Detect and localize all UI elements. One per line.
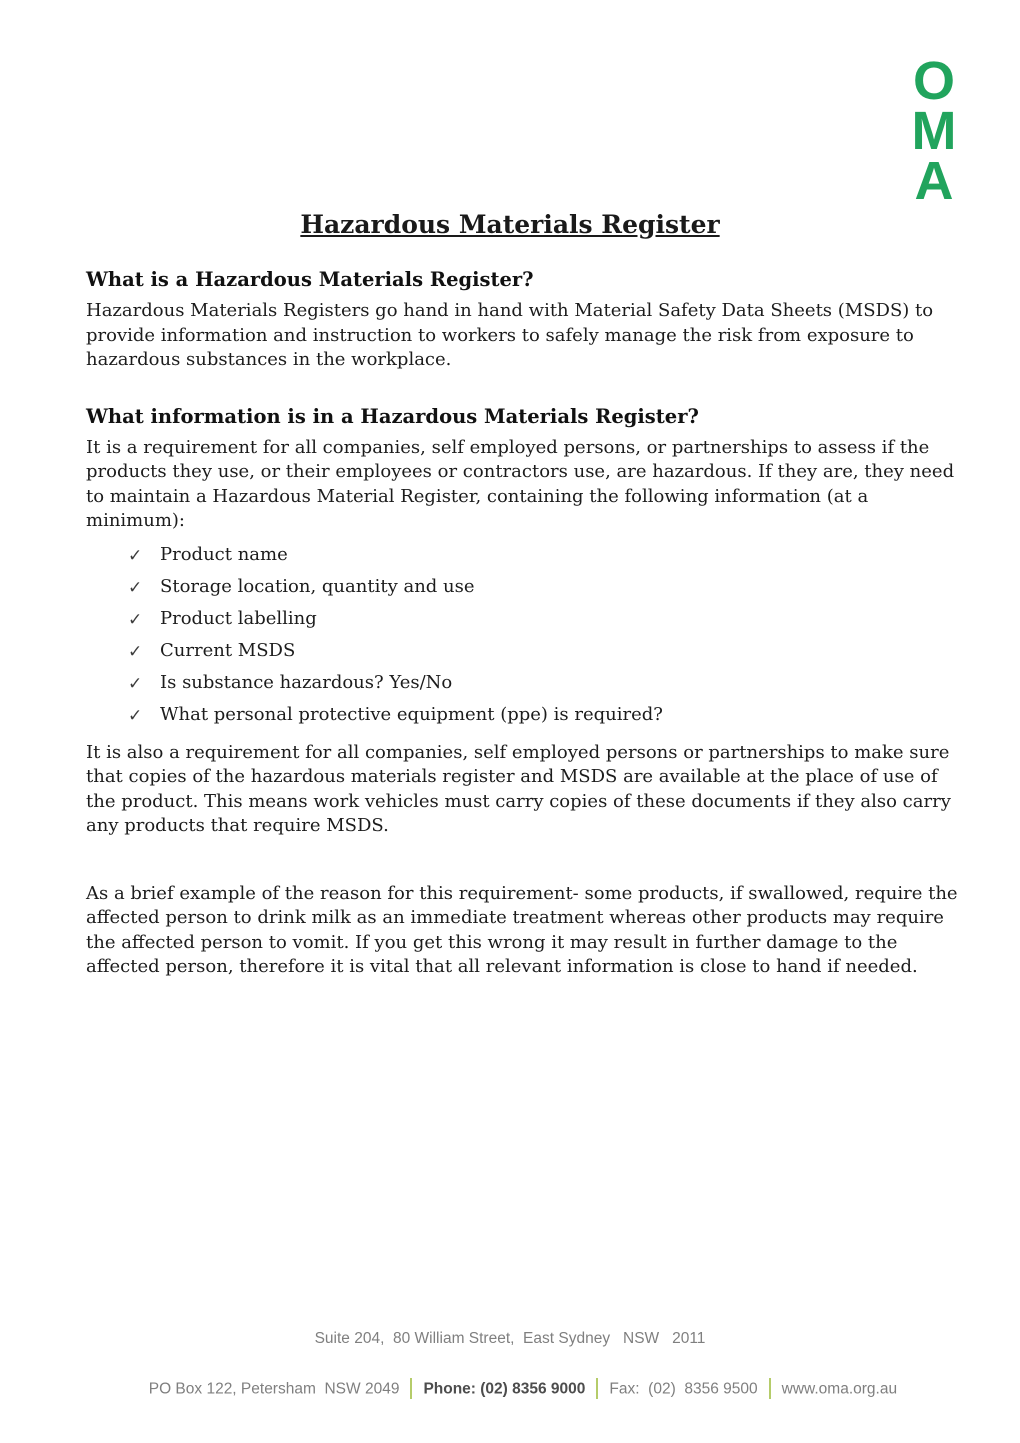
checklist-item-label: Product labelling xyxy=(160,607,317,629)
checklist-item xyxy=(86,639,958,664)
checklist-item-label: Storage location, quantity and use xyxy=(160,575,475,597)
separator-bar xyxy=(596,1378,598,1399)
footer xyxy=(0,1330,1020,1418)
requirements-checklist xyxy=(86,543,958,728)
logo-letter-m: M xyxy=(911,101,957,161)
checklist-item xyxy=(86,543,958,568)
section2-paragraph-3: As a brief example of the reason for this requirement- some products, if swallowed, require the affected person to drink milk as an immediate treatment whereas other products may require the affected person to vomit. If you get this wrong it may result in further damage to the affected person, therefore it is vital that all relevant information is close to hand if needed. xyxy=(86,882,958,977)
document-body xyxy=(86,268,958,980)
checklist-item-label: Current MSDS xyxy=(160,639,296,661)
section2-heading: What information is in a Hazardous Materials Register? xyxy=(86,404,699,428)
checklist-item-label: Is substance hazardous? Yes/No xyxy=(160,671,453,693)
footer-contact-line xyxy=(0,1361,1020,1418)
footer-website: www.oma.org.au xyxy=(781,1380,898,1398)
separator-bar xyxy=(410,1378,412,1399)
footer-phone: Phone: (02) 8356 9000 xyxy=(423,1380,586,1398)
checklist-item xyxy=(86,607,958,632)
page-title: Hazardous Materials Register xyxy=(300,210,720,239)
check-icon: ✓ xyxy=(128,545,143,566)
footer-fax: Fax: (02) 8356 9500 xyxy=(609,1380,758,1398)
checklist-item-label: Product name xyxy=(160,543,288,565)
check-icon: ✓ xyxy=(128,673,143,694)
checklist-item xyxy=(86,575,958,600)
section1-paragraph: Hazardous Materials Registers go hand in hand with Material Safety Data Sheets (MSDS) to provide information and instruction to workers to safely manage the risk from exposure to hazardous substances in the workplace. xyxy=(86,300,934,370)
check-icon: ✓ xyxy=(128,609,143,630)
check-icon: ✓ xyxy=(128,641,143,662)
logo-letter-a: A xyxy=(914,151,954,211)
footer-address-line: Suite 204, 80 William Street, East Sydney NSW 2011 xyxy=(314,1330,706,1347)
logo-letter-o: O xyxy=(912,51,955,111)
footer-pobox: PO Box 122, Petersham NSW 2049 xyxy=(148,1380,400,1398)
checklist-item-label: What personal protective equipment (ppe) is required? xyxy=(160,703,663,725)
check-icon: ✓ xyxy=(128,705,143,726)
section2-paragraph-1: It is a requirement for all companies, self employed persons, or partnerships to assess if the products they use, or their employees or contractors use, are hazardous. If they are, they need to maintain a Hazardous Material Register, containing the following information (at a minimum): xyxy=(86,436,955,531)
separator-bar xyxy=(769,1378,771,1399)
checklist-item xyxy=(86,703,958,728)
check-icon: ✓ xyxy=(128,577,143,598)
section1-heading: What is a Hazardous Materials Register? xyxy=(86,268,534,291)
section2-paragraph-2: It is also a requirement for all companies, self employed persons or partnerships to make sure that copies of the hazardous materials register and MSDS are available at the place of use of the product. This means work vehicles must carry copies of these documents if they also carry any products that require MSDS. xyxy=(86,741,951,836)
checklist-item xyxy=(86,671,958,696)
oma-logo xyxy=(906,51,962,211)
